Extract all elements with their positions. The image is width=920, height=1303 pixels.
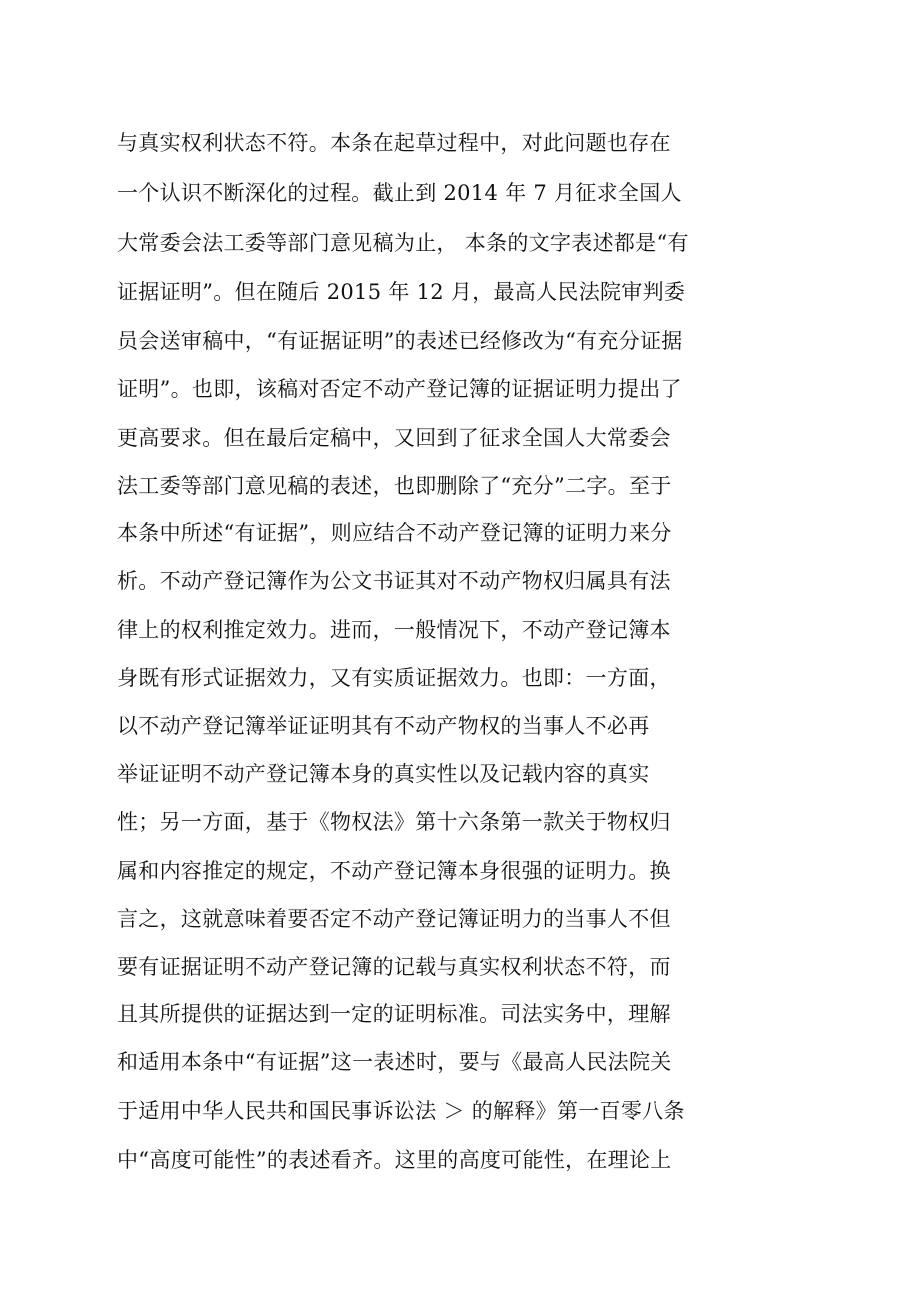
text-line: 于适用中华人民共和国民事诉讼法 ＞ 的解释》第一百零八条 bbox=[117, 1099, 685, 1123]
text-line: 员会送审稿中，“有证据证明”的表述已经修改为“有充分证据 bbox=[117, 329, 683, 353]
text-line: 以不动产登记簿举证证明其有不动产物权的当事人不必再 bbox=[117, 714, 650, 738]
text-line: 且其所提供的证据达到一定的证明标准。司法实务中，理解 bbox=[117, 1002, 671, 1026]
text-line: 法工委等部门意见稿的表述，也即删除了“充分”二字。至于 bbox=[117, 474, 672, 498]
text-line: 更高要求。但在最后定稿中，又回到了征求全国人大常委会 bbox=[117, 426, 671, 450]
text-line: 和适用本条中“有证据”这一表述时，要与《最高人民法院关 bbox=[117, 1050, 672, 1074]
text-line: 性；另一方面，基于《物权法》第十六条第一款关于物权归 bbox=[117, 810, 671, 834]
text-line: 律上的权利推定效力。进而，一般情况下，不动产登记簿本 bbox=[117, 618, 671, 642]
text-line: 要有证据证明不动产登记簿的记载与真实权利状态不符，而 bbox=[117, 955, 671, 979]
text-line: 本条中所述“有证据”，则应结合不动产登记簿的证明力来分 bbox=[117, 521, 672, 545]
text-line: 证明”。也即，该稿对否定不动产登记簿的证据证明力提出了 bbox=[117, 377, 682, 401]
text-line: 与真实权利状态不符。本条在起草过程中，对此问题也存在 bbox=[117, 131, 671, 155]
text-line: 析。不动产登记簿作为公文书证其对不动产物权归属具有法 bbox=[117, 569, 671, 593]
text-line: 中“高度可能性”的表述看齐。这里的高度可能性，在理论上 bbox=[117, 1148, 672, 1172]
text-line: 证据证明”。但在随后 2015 年 12 月，最高人民法院审判委 bbox=[117, 280, 686, 304]
text-line: 一个认识不断深化的过程。截止到 2014 年 7 月征求全国人 bbox=[117, 181, 682, 205]
text-line: 属和内容推定的规定，不动产登记簿本身很强的证明力。换 bbox=[117, 859, 671, 883]
text-line: 身既有形式证据效力，又有实质证据效力。也即：一方面， bbox=[117, 666, 671, 690]
text-line: 举证证明不动产登记簿本身的真实性以及记载内容的真实 bbox=[117, 762, 650, 786]
text-line: 言之，这就意味着要否定不动产登记簿证明力的当事人不但 bbox=[117, 907, 671, 931]
text-line: 大常委会法工委等部门意见稿为止， 本条的文字表述都是“有 bbox=[117, 231, 689, 255]
